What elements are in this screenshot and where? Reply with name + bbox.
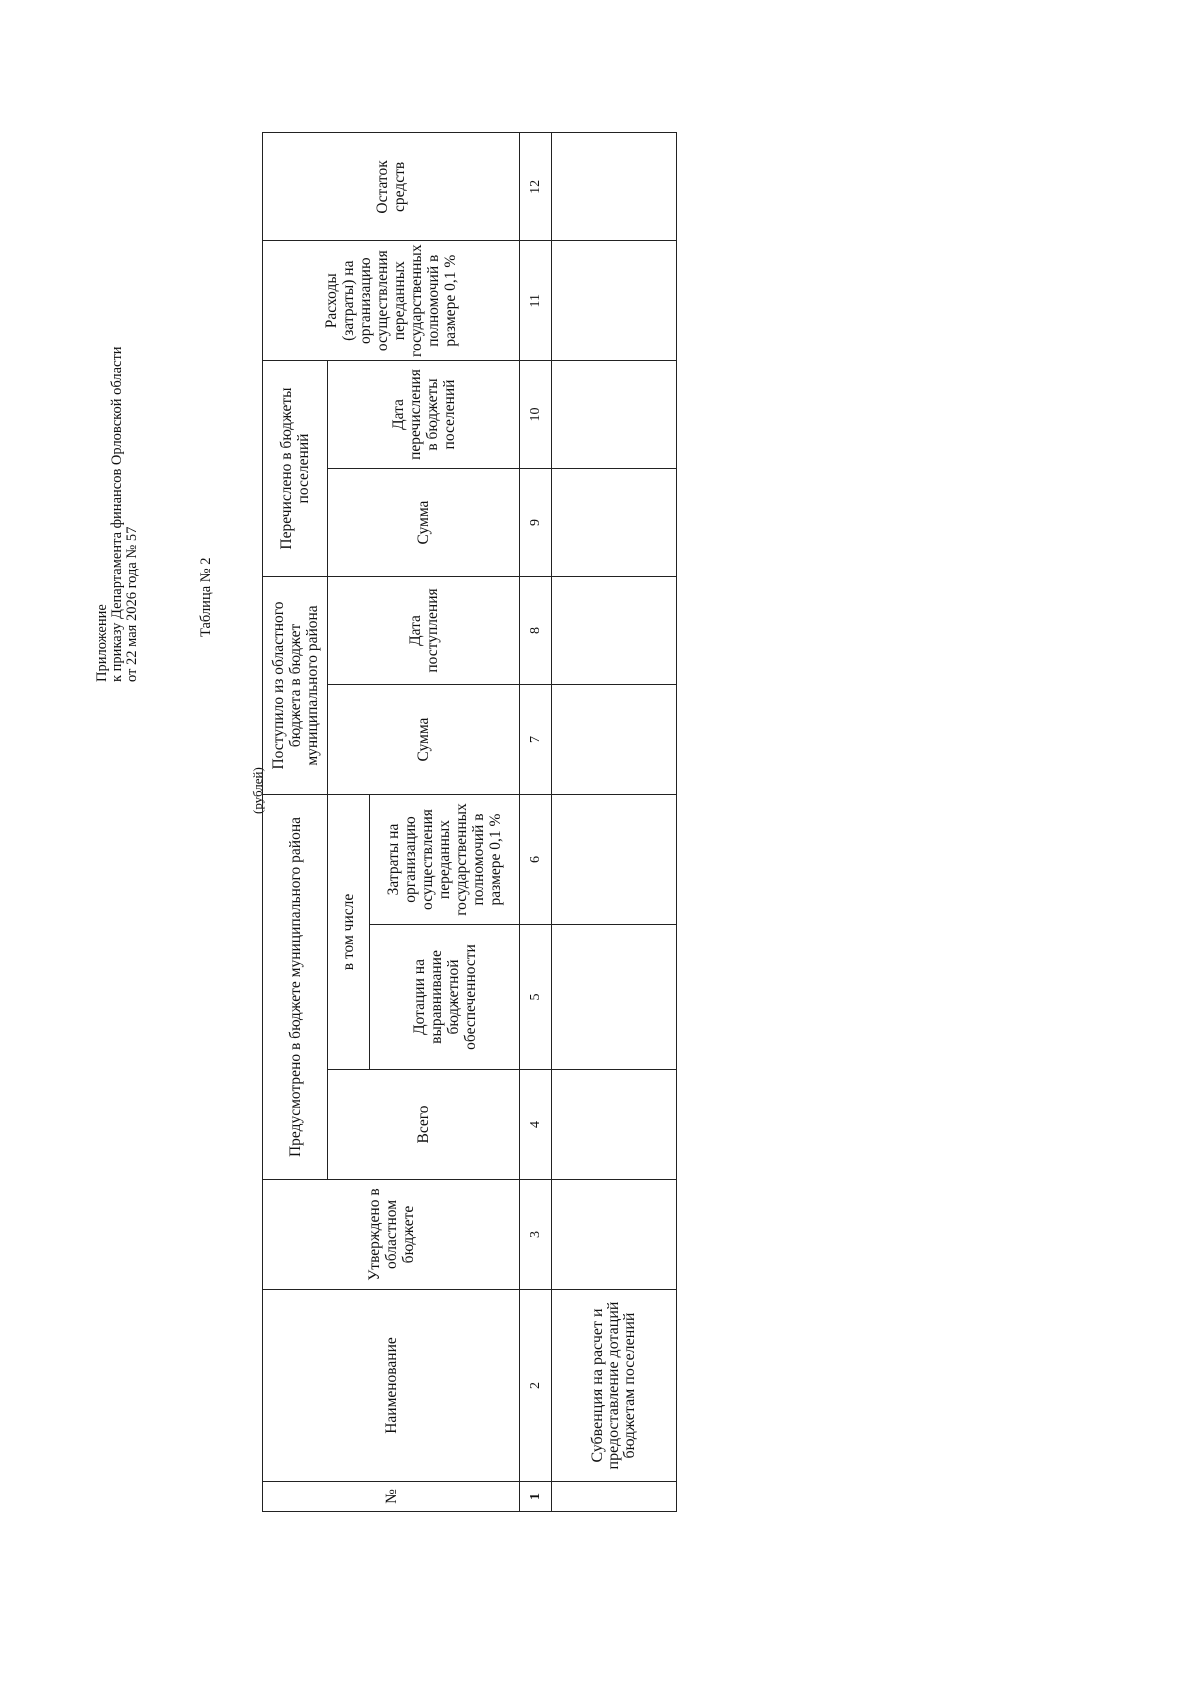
column-number: 8 — [520, 577, 552, 685]
column-number: 7 — [520, 685, 552, 795]
col-header-including: в том числе — [328, 795, 370, 1070]
row-admin-costs-cell — [552, 795, 677, 925]
column-number: 4 — [520, 1070, 552, 1180]
col-header-approved: Утверждено в областном бюджете — [263, 1180, 520, 1290]
column-number: 9 — [520, 469, 552, 577]
col-header-transferred-sum: Сумма — [328, 469, 520, 577]
col-header-transferred-group: Перечислено в бюджеты поселений — [263, 361, 328, 577]
row-transferred-sum-cell — [552, 469, 677, 577]
col-header-planned-group: Предусмотрено в бюджете муниципального района — [263, 795, 328, 1180]
appendix-header — [95, 346, 140, 682]
col-header-balance: Остаток средств — [263, 133, 520, 241]
report-table — [262, 132, 677, 1512]
col-header-admin-costs: Затраты на организацию осуществления переданных государственных полномочий в размере 0,1 % — [370, 795, 520, 925]
unit-label: (рублей) — [250, 767, 265, 814]
row-expenses-cell — [552, 241, 677, 361]
appendix-line-3: от 22 мая 2026 года № 57 — [124, 526, 140, 682]
row-name-cell: Субвенция на расчет и предоставление дотаций бюджетам поселений — [552, 1290, 677, 1482]
col-header-received-group: Поступило из областного бюджета в бюджет муниципального района — [263, 577, 328, 795]
row-approved-cell — [552, 1180, 677, 1290]
row-equalization-cell — [552, 925, 677, 1070]
column-number: 5 — [520, 925, 552, 1070]
column-number: 3 — [520, 1180, 552, 1290]
col-header-name: Наименование — [263, 1290, 520, 1482]
column-number: 11 — [520, 241, 552, 361]
col-header-received-sum: Сумма — [328, 685, 520, 795]
row-transferred-date-cell — [552, 361, 677, 469]
column-number: 1 — [520, 1482, 552, 1512]
column-number-row — [520, 133, 552, 1512]
column-number: 12 — [520, 133, 552, 241]
col-header-received-date: Дата поступления — [328, 577, 520, 685]
col-header-transferred-date: Дата перечисления в бюджеты поселений — [328, 361, 520, 469]
column-number: 2 — [520, 1290, 552, 1482]
col-header-expenses: Расходы (затраты) на организацию осуществления переданных государственных полномочий в размере 0,1 % — [263, 241, 520, 361]
column-number: 10 — [520, 361, 552, 469]
col-header-total: Всего — [328, 1070, 520, 1180]
row-num-cell — [552, 1482, 677, 1512]
row-received-date-cell — [552, 577, 677, 685]
column-number: 6 — [520, 795, 552, 925]
row-total-cell — [552, 1070, 677, 1180]
table-row — [552, 133, 677, 1512]
appendix-line-1: Приложение — [94, 604, 110, 682]
col-header-equalization: Дотации на выравнивание бюджетной обеспеченности — [370, 925, 520, 1070]
row-received-sum-cell — [552, 685, 677, 795]
col-header-num: № — [263, 1482, 520, 1512]
row-balance-cell — [552, 133, 677, 241]
appendix-line-2: к приказу Департамента финансов Орловской области — [109, 346, 125, 682]
table-title: Таблица № 2 — [198, 557, 214, 637]
